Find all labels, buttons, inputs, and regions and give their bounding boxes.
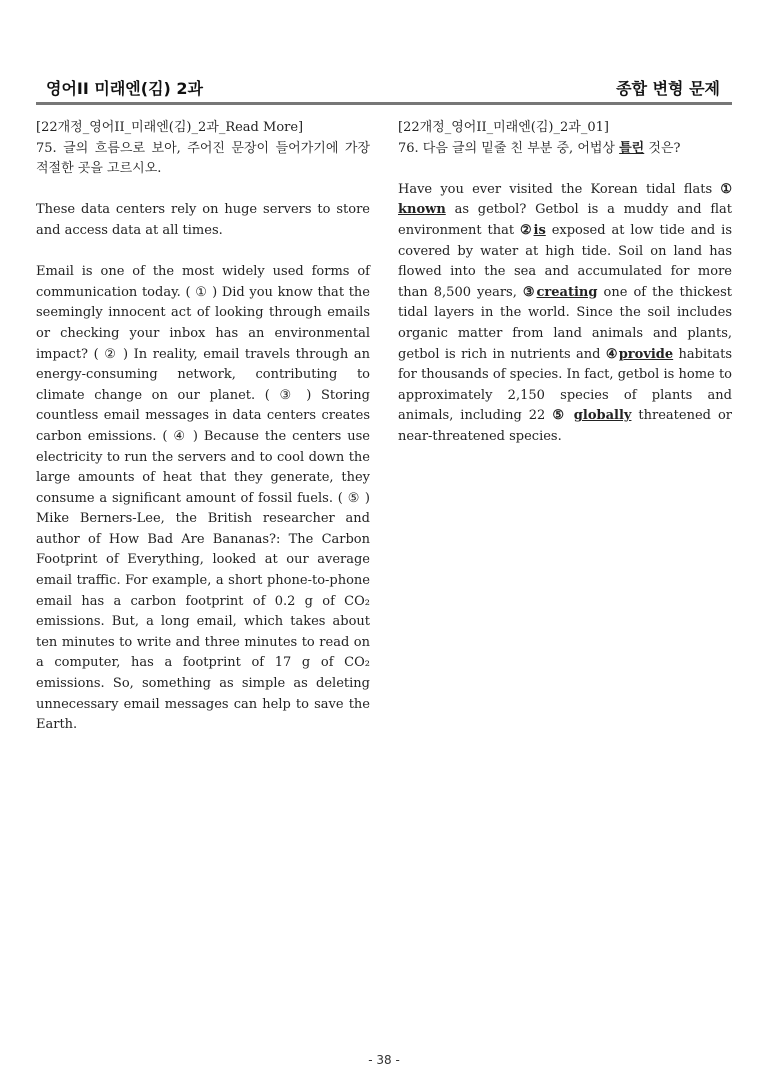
passage-segment: threatened or near-threatened species. xyxy=(398,408,733,444)
question-76 xyxy=(398,118,732,448)
header-divider xyxy=(36,102,732,105)
question-prompt xyxy=(398,139,732,160)
underlined-choice-1: known xyxy=(398,202,446,218)
passage-segment: exposed at low tide and is covered by water at high tide. Soil on land has flowed into the sea and accumulated for more than 8,500 years, xyxy=(398,222,733,300)
textbook-title: 영어II 미래엔(김) 2과 xyxy=(46,79,203,98)
passage-segment: as getbol? Getbol is a muddy and flat environment that xyxy=(398,202,732,238)
underlined-choice-2: is xyxy=(533,222,546,238)
choice-marker-5: ⑤ xyxy=(552,408,567,424)
passage-segment: habitats for thousands of species. In fact, getbol is home to approximately 2,150 species of plants and animals, including 22 xyxy=(398,346,732,424)
choice-marker-2: ② xyxy=(520,222,534,238)
given-sentence: These data centers rely on huge servers to store and access data at all times. xyxy=(36,202,370,238)
choice-marker-3: ③ xyxy=(522,284,537,300)
page-header xyxy=(36,76,732,100)
underlined-choice-5: globally xyxy=(573,408,632,424)
section-title: 종합 변형 문제 xyxy=(616,79,720,98)
question-tag: [22개정_영어II_미래엔(김)_2과_01] xyxy=(398,120,609,135)
question-tag: [22개정_영어II_미래엔(김)_2과_Read More] xyxy=(36,120,304,135)
question-prompt: 75. 글의 흐름으로 보아, 주어진 문장이 들어가기에 가장 적절한 곳을 고르시오. xyxy=(36,140,370,177)
choice-marker-1: ① xyxy=(720,181,732,197)
choice-marker-4: ④ xyxy=(605,346,619,362)
passage-text: Email is one of the most widely used forms of communication today. ( ① ) Did you know that the seemingly innocent act of looking through emails or checking your inbox has an environmental impact? ( ② ) In reality, email travels through an energy-consuming network, contributing to climate change on our planet. ( ③ ) Storing countless email messages in data centers creates carbon emissions. ( ④ ) Because the centers use electricity to run the servers and to cool down the large amounts of heat that they generate, they consume a significant amount of fossil fuels. ( ⑤ ) Mike Berners-Lee, the British researcher and author of How Bad Are Bananas?: The Carbon Footprint of Everything, looked at our average email traffic. For example, a short phone-to-phone email has a carbon footprint of 0.2 g of CO₂ emissions. But, a long email, which takes about ten minutes to write and three minutes to read on a computer, has a footprint of 17 g of CO₂ emissions. So, something as simple as deleting unnecessary email messages can help to save the Earth. xyxy=(36,264,370,733)
question-75 xyxy=(36,118,370,736)
emphasis-word: 틀린 xyxy=(619,140,645,156)
passage-segment: Have you ever visited the Korean tidal flats xyxy=(398,181,721,197)
prompt-text: 76. 다음 글의 밑줄 친 부분 중, 어법상 xyxy=(398,140,620,156)
prompt-text-end: 것은? xyxy=(644,140,681,156)
passage-segment: one of the thickest tidal layers in the world. Since the soil includes organic matter from land animals and plants, getbol is rich in nutrients and xyxy=(398,284,732,362)
underlined-choice-4: provide xyxy=(618,346,674,362)
passage-text xyxy=(398,180,732,448)
underlined-choice-3: creating xyxy=(536,284,598,300)
page-number: - 38 - xyxy=(368,1053,400,1067)
